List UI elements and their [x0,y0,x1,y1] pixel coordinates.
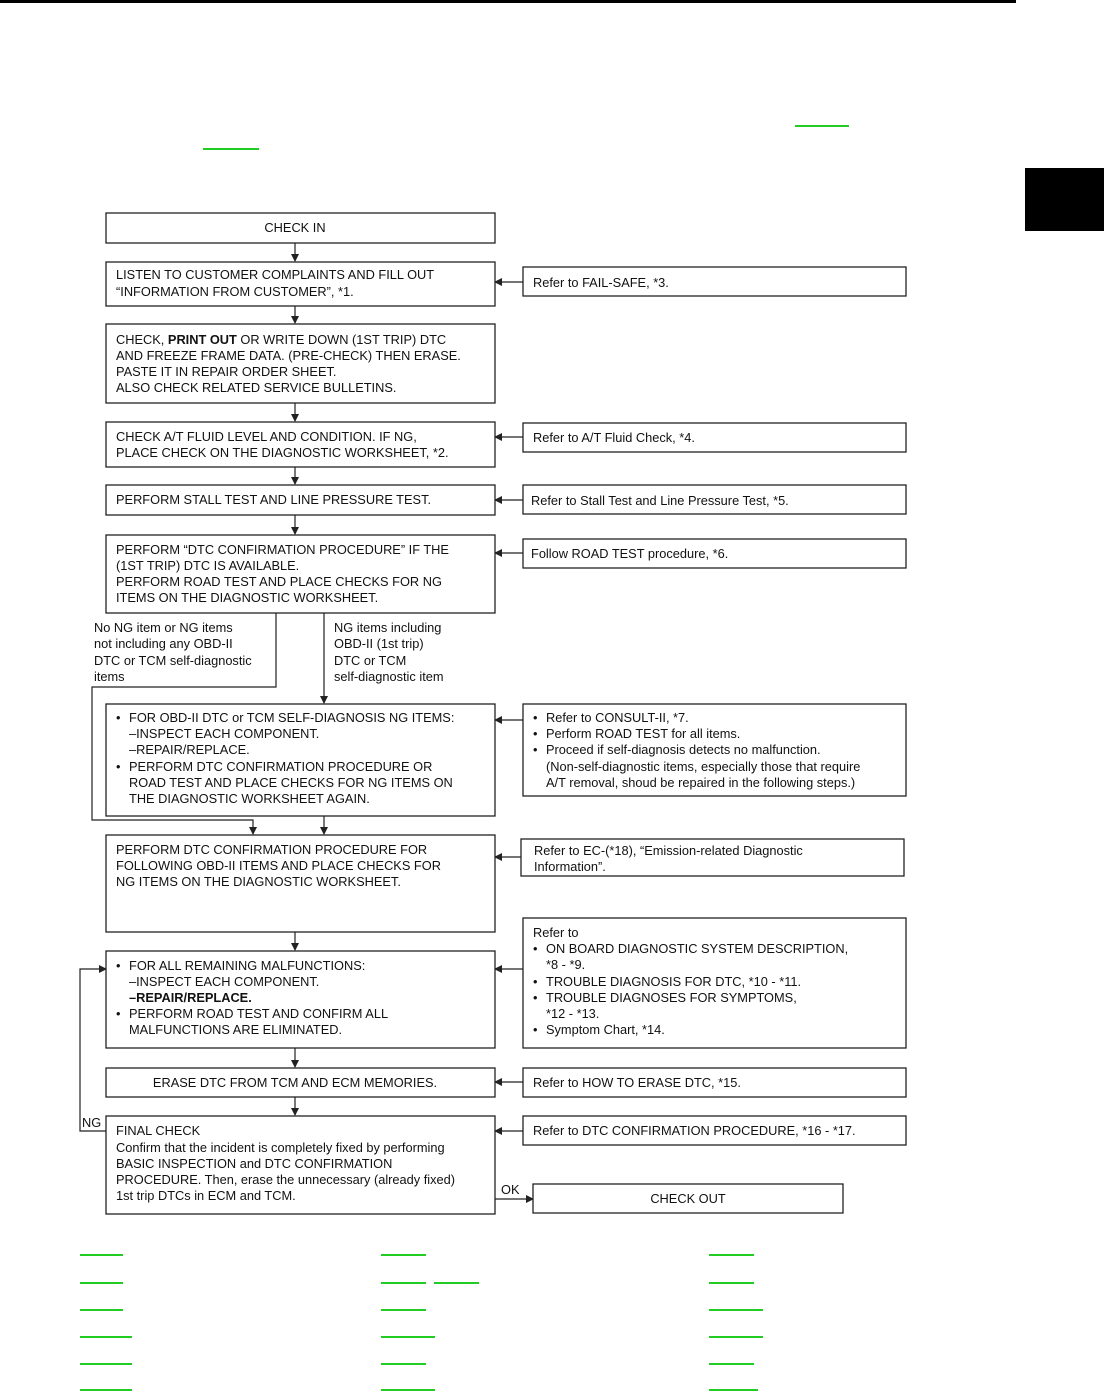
stall-text: PERFORM STALL TEST AND LINE PRESSURE TEST. [116,492,432,507]
following-obd-line: PERFORM DTC CONFIRMATION PROCEDURE FOR [116,842,428,857]
ref-link-8[interactable] [80,1309,123,1311]
step-check-in [106,213,495,243]
consult-line: Refer to CONSULT-II, *7. [546,710,689,725]
erase-ref-text: Refer to HOW TO ERASE DTC, *15. [533,1075,741,1090]
step-perform-dtc [106,535,495,613]
ref-link-3[interactable] [709,1254,754,1256]
ref-link-18[interactable] [381,1389,435,1391]
fluid-line: CHECK A/T FLUID LEVEL AND CONDITION. IF NG, [116,429,417,444]
obd-line: FOR OBD-II DTC or TCM SELF-DIAGNOSIS NG ITEMS: [129,710,455,725]
obd-line: ROAD TEST AND PLACE CHECKS FOR NG ITEMS ON [129,775,453,790]
perform-dtc-line: PERFORM ROAD TEST AND PLACE CHECKS FOR NG [116,574,442,589]
remaining-line: –REPAIR/REPLACE. [129,990,252,1005]
erase-text: ERASE DTC FROM TCM AND ECM MEMORIES. [152,1075,438,1090]
ref-failsafe [523,267,906,296]
check-dtc-line: ALSO CHECK RELATED SERVICE BULLETINS. [116,380,397,395]
bullet: • [116,710,121,725]
step-listen [106,262,495,306]
branch-no-line: not including any OBD-II [94,636,233,651]
following-obd-line: FOLLOWING OBD-II ITEMS AND PLACE CHECKS FOR [116,858,441,873]
branch-no-line: DTC or TCM self-diagnostic [94,653,252,668]
ng-loop-label: NG [82,1115,102,1130]
check-dtc-text: CHECK, [116,332,168,347]
road-ref-text: Follow ROAD TEST procedure, *6. [531,546,729,561]
ec-ref-line: Information”. [534,859,606,874]
ref-road-test [523,539,906,568]
perform-dtc-line: (1ST TRIP) DTC IS AVAILABLE. [116,558,300,573]
step-obd-ng-items [106,704,495,816]
branch-ng-line: DTC or TCM [334,653,407,668]
bullet: • [533,990,538,1005]
perform-dtc-line: ITEMS ON THE DIAGNOSTIC WORKSHEET. [116,590,379,605]
branch-ng-line: OBD-II (1st trip) [334,636,424,651]
obd-line: THE DIAGNOSTIC WORKSHEET AGAIN. [129,791,370,806]
bullet: • [116,1006,121,1021]
ref-link-12[interactable] [381,1336,435,1338]
check-dtc-text: OR WRITE DOWN (1ST TRIP) DTC [236,332,447,347]
step-check-dtc [106,324,495,403]
bullet: • [533,941,538,956]
ref-link-2[interactable] [381,1254,426,1256]
fluid-ref-text: Refer to A/T Fluid Check, *4. [533,430,695,445]
obd-line: –INSPECT EACH COMPONENT. [129,726,320,741]
consult-line: Proceed if self-diagnosis detects no malfunction. [546,742,821,757]
refer-line: Refer to [533,925,579,940]
refer-line: *12 - *13. [546,1006,600,1021]
ref-link-10[interactable] [709,1309,763,1311]
failsafe-ref-text: Refer to FAIL-SAFE, *3. [533,275,669,290]
final-line: BASIC INSPECTION and DTC CONFIRMATION [116,1156,393,1171]
ref-link-15[interactable] [381,1363,426,1365]
perform-dtc-line: PERFORM “DTC CONFIRMATION PROCEDURE” IF THE [116,542,449,557]
final-ref-text: Refer to DTC CONFIRMATION PROCEDURE, *16 - *17. [533,1123,856,1138]
consult-line: A/T removal, shoud be repaired in the following steps.) [546,775,856,790]
ref-ec [521,839,904,876]
ref-erase [523,1068,906,1097]
fluid-line: PLACE CHECK ON THE DIAGNOSTIC WORKSHEET, *2. [116,445,449,460]
branch-no-line: items [94,669,125,684]
ref-diagnostic-list [523,918,906,1048]
branch-ng-line: NG items including [334,620,442,635]
final-line: FINAL CHECK [116,1123,201,1138]
stall-ref-text: Refer to Stall Test and Line Pressure Test, *5. [531,493,789,508]
bullet: • [533,726,538,741]
ref-link-14[interactable] [80,1363,132,1365]
ref-link-17[interactable] [80,1389,132,1391]
consult-line: Perform ROAD TEST for all items. [546,726,741,741]
remaining-line: PERFORM ROAD TEST AND CONFIRM ALL [129,1006,389,1021]
final-line: 1st trip DTCs in ECM and TCM. [116,1188,296,1203]
step-erase-dtc [106,1068,495,1097]
step-stall-test [106,485,495,515]
remaining-line: –INSPECT EACH COMPONENT. [129,974,320,989]
ref-fluid [523,423,906,452]
refer-line: *8 - *9. [546,957,586,972]
ok-label: OK [501,1182,520,1197]
ref-link-13[interactable] [709,1336,763,1338]
obd-line: PERFORM DTC CONFIRMATION PROCEDURE OR [129,759,433,774]
bullet: • [533,974,538,989]
bullet: • [116,958,121,973]
check-dtc-line: PASTE IT IN REPAIR ORDER SHEET. [116,364,337,379]
check-in-label: CHECK IN [264,220,326,235]
listen-line: LISTEN TO CUSTOMER COMPLAINTS AND FILL OUT [116,267,435,282]
ref-link-11[interactable] [80,1336,132,1338]
ref-final [523,1116,906,1145]
branch-no-ng-label [94,620,252,684]
branch-ng-line: self-diagnostic item [334,669,444,684]
refer-line: Symptom Chart, *14. [546,1022,665,1037]
step-final-check [106,1116,495,1214]
step-remaining-malfunctions [106,951,495,1048]
final-line: Confirm that the incident is completely fixed by performing [116,1140,445,1155]
refer-line: ON BOARD DIAGNOSTIC SYSTEM DESCRIPTION, [546,941,849,956]
check-dtc-line-1 [116,332,446,347]
following-obd-line: NG ITEMS ON THE DIAGNOSTIC WORKSHEET. [116,874,401,889]
branch-no-line: No NG item or NG items [94,620,233,635]
ref-link-7[interactable] [709,1282,754,1284]
ec-ref-line: Refer to EC-(*18), “Emission-related Diagnostic [534,843,803,858]
refer-line: TROUBLE DIAGNOSES FOR SYMPTOMS, [546,990,797,1005]
ref-link-1[interactable] [80,1254,123,1256]
refer-line: TROUBLE DIAGNOSIS FOR DTC, *10 - *11. [546,974,802,989]
bullet: • [533,742,538,757]
ref-link-5[interactable] [381,1282,426,1284]
ref-stall [523,485,906,514]
branch-ng-label [334,620,444,684]
consult-line: (Non-self-diagnostic items, especially those that require [546,759,861,774]
check-dtc-line: AND FREEZE FRAME DATA. (PRE-CHECK) THEN ERASE. [116,348,461,363]
ref-link-9[interactable] [381,1309,426,1311]
final-line: PROCEDURE. Then, erase the unnecessary (already fixed) [116,1172,456,1187]
step-check-out [533,1184,843,1213]
ref-link-4[interactable] [80,1282,123,1284]
step-following-obd [106,835,495,932]
ref-link-6[interactable] [434,1282,479,1284]
print-out-text: PRINT OUT [167,332,237,347]
ref-link-19[interactable] [709,1389,758,1391]
bullet: • [533,710,538,725]
step-fluid-check [106,422,495,467]
bullet: • [116,759,121,774]
listen-line: “INFORMATION FROM CUSTOMER”, *1. [116,284,354,299]
ref-consult [523,704,906,796]
remaining-line: FOR ALL REMAINING MALFUNCTIONS: [129,958,366,973]
remaining-line: MALFUNCTIONS ARE ELIMINATED. [129,1022,343,1037]
obd-line: –REPAIR/REPLACE. [129,742,250,757]
bullet: • [533,1022,538,1037]
ref-link-16[interactable] [709,1363,754,1365]
check-out-label: CHECK OUT [650,1191,726,1206]
